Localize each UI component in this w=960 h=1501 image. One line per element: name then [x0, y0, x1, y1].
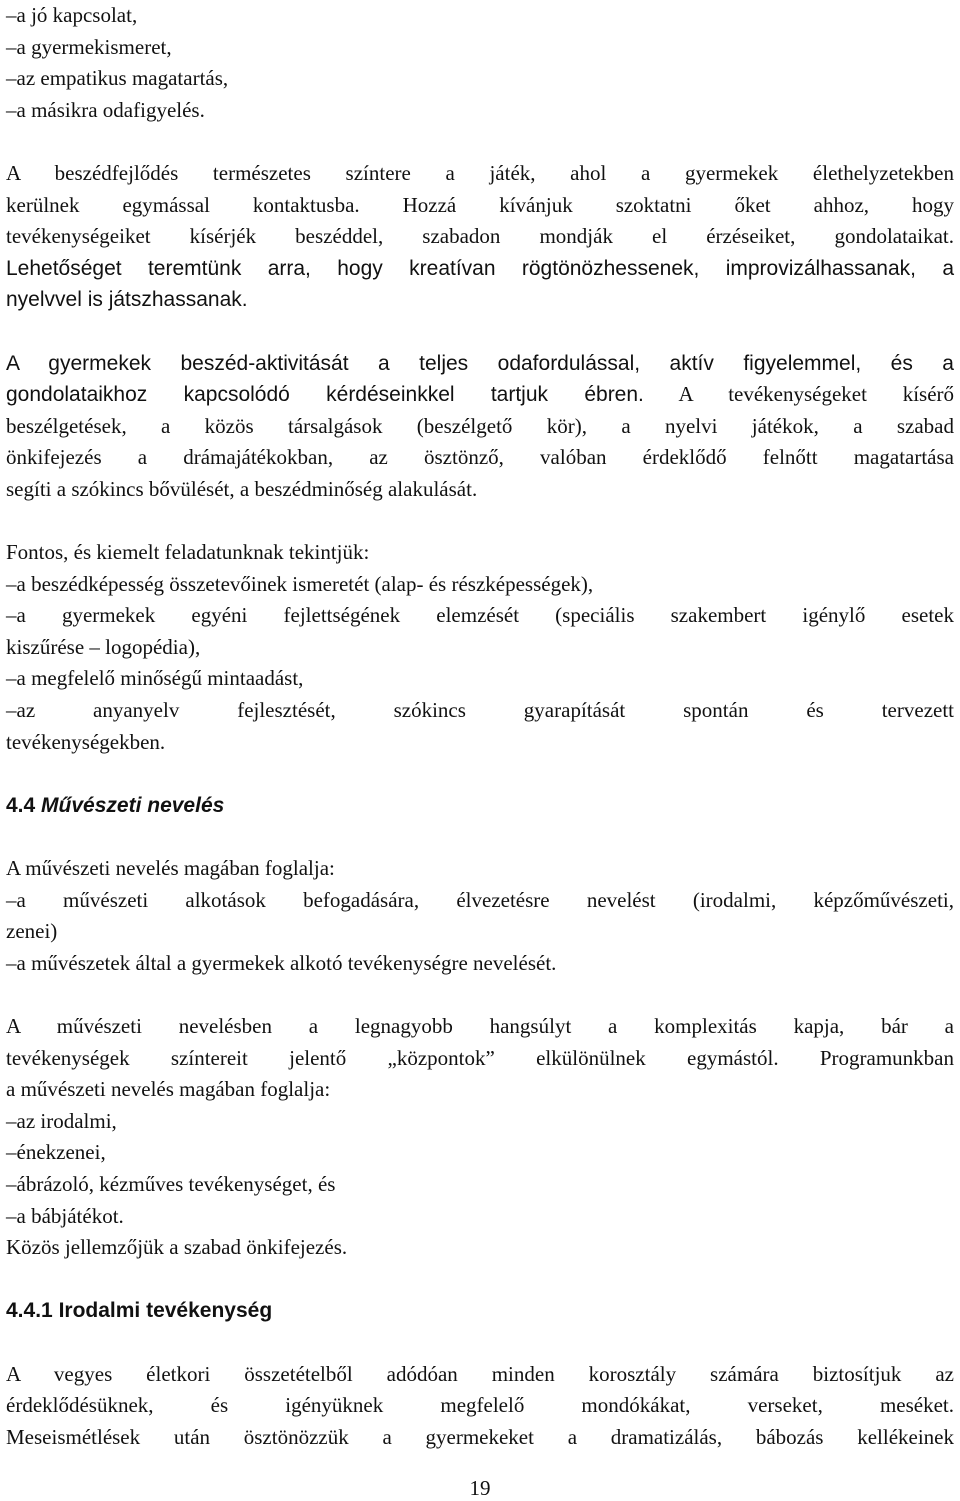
- paragraph: [6, 158, 954, 316]
- paragraph-line: A vegyes életkori összetételből adódóan minden korosztály számára biztosítjuk az: [6, 1361, 954, 1386]
- paragraph-line: önkifejezés a drámajátékokban, az ösztönző, valóban érdeklődő felnőtt magatartása: [6, 445, 954, 470]
- paragraph-line: a művészeti nevelés magában foglalja:: [6, 1077, 331, 1102]
- paragraph-line: tevékenységeiket kísérjék beszéddel, szabadon mondják el érzéseiket, gondolataikat.: [6, 224, 954, 249]
- list-item: –a művészeti alkotások befogadására, élvezetésre nevelést (irodalmi, képzőművészeti,: [6, 887, 954, 912]
- list-item: –ábrázoló, kézműves tevékenységet, és: [6, 1171, 336, 1196]
- paragraph-line-part: gondolataikhoz kapcsolódó kérdéseinkkel tartjuk ébren.: [6, 383, 644, 407]
- page-number: 19: [469, 1476, 491, 1500]
- paragraph: [6, 853, 954, 979]
- paragraph-line: Meseismétlések után ösztönözzük a gyermekeket a dramatizálás, bábozás kellékeinek: [6, 1424, 954, 1449]
- paragraph: [6, 1011, 954, 1264]
- paragraph-line: A gyermekek beszéd-aktivitását a teljes odafordulással, aktív figyelemmel, és a: [6, 351, 954, 375]
- list-item-continuation: zenei): [6, 919, 58, 944]
- list-item: –a másikra odafigyelés.: [6, 97, 205, 122]
- paragraph-line: tevékenységek színtereit jelentő „központok” elkülönülnek egymástól. Programunkban: [6, 1045, 954, 1070]
- paragraph-line: Lehetőséget teremtünk arra, hogy kreatívan rögtönözhessenek, improvizálhassanak, a: [6, 256, 954, 280]
- paragraph-line: A művészeti nevelésben a legnagyobb hangsúlyt a komplexitás kapja, bár a: [6, 1014, 954, 1038]
- paragraph-line: A beszédfejlődés természetes színtere a játék, ahol a gyermekek élethelyzetekben: [6, 160, 954, 185]
- list-item: –a beszédképesség összetevőinek ismeretét (alap- és részképességek),: [6, 571, 594, 596]
- paragraph-line: segíti a szókincs bővülését, a beszédminőség alakulását.: [6, 476, 478, 501]
- list-item: –a művészetek által a gyermekek alkotó tevékenységre nevelését.: [6, 950, 557, 975]
- paragraph-line-part: A tevékenységeket kísérő: [678, 382, 955, 407]
- list-item: –a jó kapcsolat,: [6, 3, 138, 27]
- paragraph-line: nyelvvel is játszhassanak.: [6, 288, 248, 312]
- paragraph-line: Közös jellemzőjük a szabad önkifejezés.: [6, 1235, 348, 1260]
- list-item: –a gyermekek egyéni fejlettségének elemzését (speciális szakembert igénylő esetek: [6, 603, 954, 628]
- paragraph: [6, 348, 954, 506]
- list-item-continuation: tevékenységekben.: [6, 729, 166, 754]
- document-page: [6, 0, 954, 1453]
- list-item: –énekzenei,: [6, 1140, 106, 1165]
- list-item: –a gyermekismeret,: [6, 34, 172, 59]
- paragraph-intro: Fontos, és kiemelt feladatunknak tekintjük:: [6, 540, 370, 565]
- paragraph-line: beszélgetések, a közös társalgások (beszélgető kör), a nyelvi játékok, a szabad: [6, 413, 954, 438]
- bullet-list: [6, 0, 954, 126]
- section-title: Művészeti nevelés: [41, 793, 225, 817]
- paragraph: [6, 537, 954, 758]
- paragraph-intro: A művészeti nevelés magában foglalja:: [6, 856, 335, 881]
- paragraph-line: [6, 379, 954, 411]
- section-number: 4.4: [6, 793, 36, 817]
- list-item: –a megfelelő minőségű mintaadást,: [6, 666, 304, 691]
- paragraph-line: érdeklődésüknek, és igényüknek megfelelő mondókákat, verseket, meséket.: [6, 1393, 954, 1418]
- list-item: –az empatikus magatartás,: [6, 66, 229, 91]
- section-title: Irodalmi tevékenység: [58, 1299, 273, 1323]
- paragraph-line: kerülnek egymással kontaktusba. Hozzá kívánjuk szoktatni őket ahhoz, hogy: [6, 192, 954, 217]
- list-item: –az anyanyelv fejlesztését, szókincs gyarapítását spontán és tervezett: [6, 698, 954, 723]
- list-item: –a bábjátékot.: [6, 1203, 124, 1228]
- section-number: 4.4.1: [6, 1299, 53, 1323]
- paragraph: [6, 1359, 954, 1454]
- list-item-continuation: kiszűrése – logopédia),: [6, 634, 201, 659]
- section-heading: [6, 790, 954, 822]
- list-item: –az irodalmi,: [6, 1108, 117, 1133]
- subsection-heading: [6, 1295, 954, 1327]
